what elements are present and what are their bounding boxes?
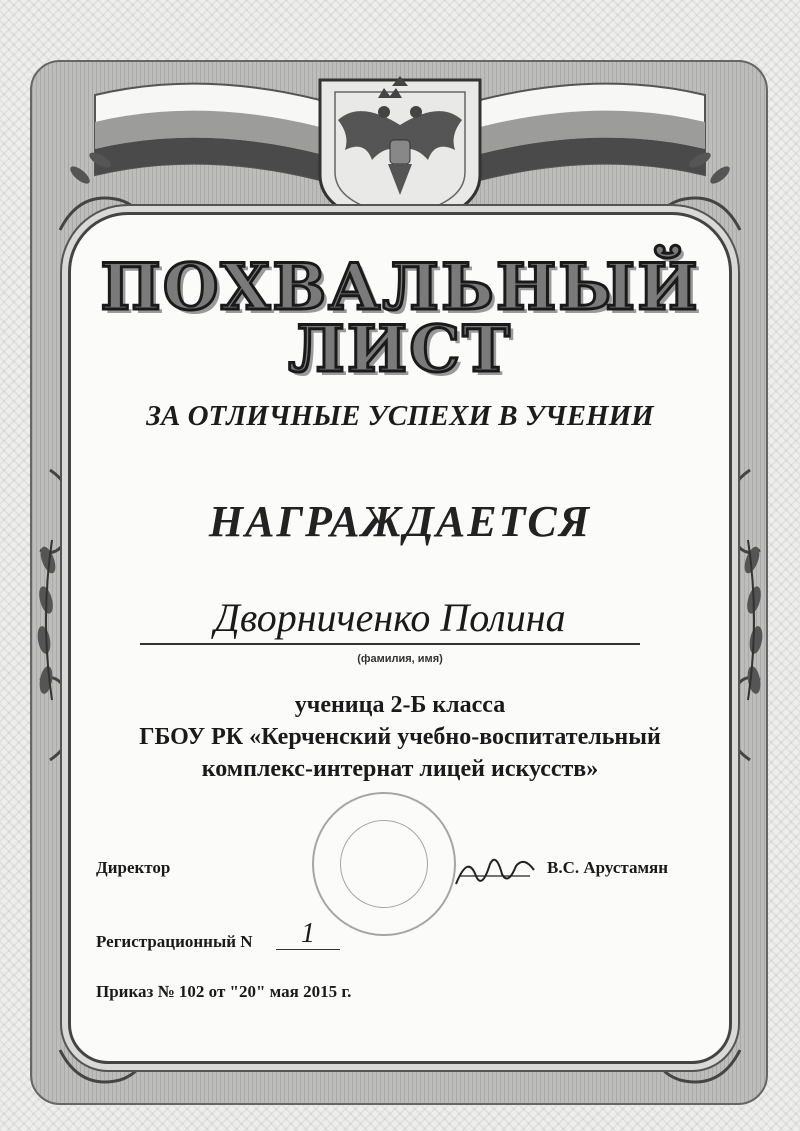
round-stamp bbox=[312, 792, 456, 936]
recipient-caption: (фамилия, имя) bbox=[357, 653, 443, 665]
school-line-2: комплекс-интернат лицей искусств» bbox=[201, 756, 599, 782]
subtitle: ЗА ОТЛИЧНЫЕ УСПЕХИ В УЧЕНИИ bbox=[146, 400, 654, 432]
title-line-2: ЛИСТ bbox=[288, 312, 512, 387]
stamp-inner-ring bbox=[340, 820, 428, 908]
signature-mark bbox=[450, 846, 540, 896]
school-line-1: ГБОУ РК «Керченский учебно-воспитательный bbox=[139, 724, 661, 750]
registration-label: Регистрационный N bbox=[96, 932, 253, 951]
registration-number: 1 bbox=[276, 921, 340, 950]
director-name: В.С. Арустамян bbox=[547, 858, 669, 877]
class-line: ученица 2-Б класса bbox=[294, 692, 506, 718]
recipient-name: Дворниченко Полина bbox=[140, 594, 640, 645]
order-line: Приказ № 102 от "20" мая 2015 г. bbox=[96, 982, 352, 1001]
director-label: Директор bbox=[96, 858, 171, 877]
title-line-1: ПОХВАЛЬНЫЙ bbox=[100, 250, 700, 325]
awarded-label: НАГРАЖДАЕТСЯ bbox=[208, 497, 592, 546]
